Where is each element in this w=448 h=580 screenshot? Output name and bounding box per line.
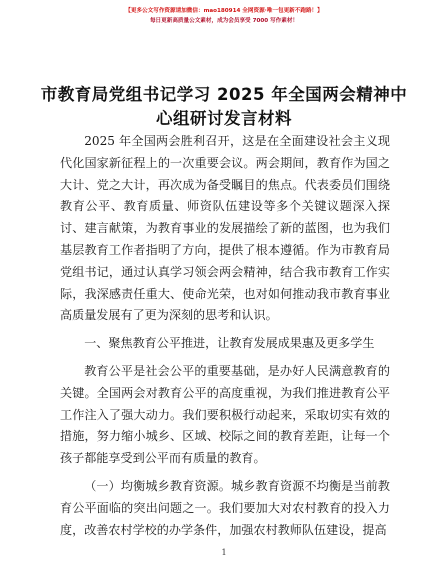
page-number: 1 bbox=[221, 548, 227, 557]
paragraph-urban-rural-resources: （一）均衡城乡教育资源。城乡教育资源不均衡是当前教育公平面临的突出问题之一。我们要加大对农村教育的投入力度，改善农村学校的办学条件，加强农村教师队伍建设，提高 bbox=[60, 478, 390, 537]
document-title: 市教育局党组书记学习 2025 年全国两会精神中心组研讨发言材料 bbox=[40, 85, 408, 128]
section-heading-1: 一、聚焦教育公平推进，让教育发展成果惠及更多学生 bbox=[84, 336, 375, 351]
paragraph-intro: 2025 年全国两会胜利召开，这是在全面建设社会主义现代化国家新征程上的一次重要会议。两会期间，教育作为国之大计、党之大计，再次成为备受瞩目的焦点。代表委员们围绕教育公平、教育质量、师资队伍建设等多个关键议题深入探讨、建言献策，为教育事业的发展描绘了新的蓝图，也为我们基层教育工作者指明了方向，提供了根本遵循。作为市教育局党组书记，通过认真学习领会两会精神，结合我市教育工作实际，我深感责任重大、使命光荣，也对如何推动我市教育事业高质量发展有了更为深刻的思考和认识。 bbox=[60, 134, 390, 323]
promo-banner bbox=[0, 6, 448, 26]
promo-banner-line-2: 每日更新高质量公文素材，成为会员享受 7000 写作素材！ bbox=[149, 18, 299, 24]
document-body bbox=[60, 131, 390, 541]
paragraph-education-fairness: 教育公平是社会公平的重要基础，是办好人民满意教育的关键。全国两会对教育公平的高度重视，为我们推进教育公平工作注入了强大动力。我们要积极行动起来，采取切实有效的措施，努力缩小城乡、区域、校际之间的教育差距，让每一个孩子都能享受到公平而有质量的教育。 bbox=[60, 363, 390, 466]
promo-banner-line-1: 【更多公文写作资源请加微信：mao180914 全网资源·唯一包更新不跑路！】 bbox=[125, 8, 323, 14]
